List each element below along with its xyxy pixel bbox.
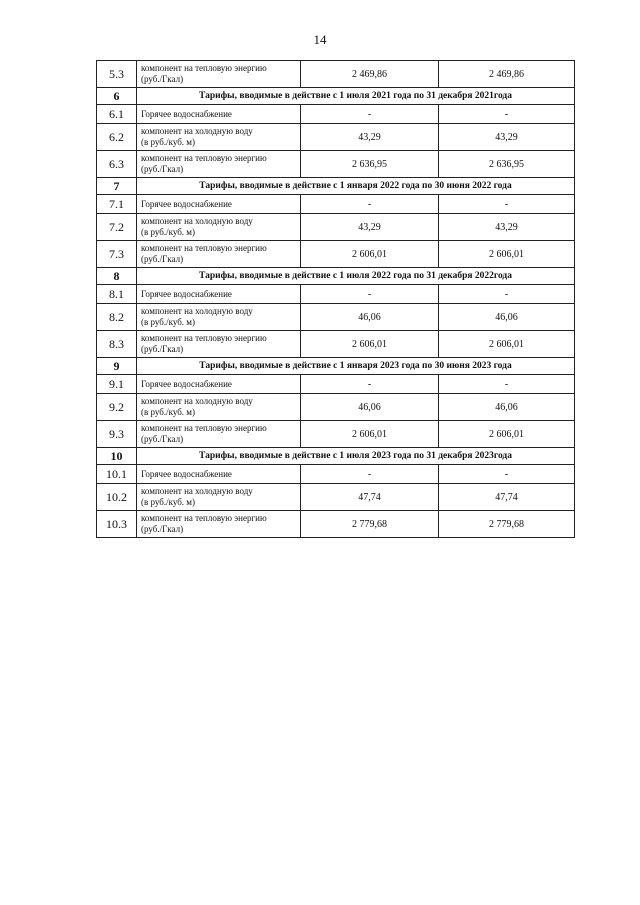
value-cell-1: 2 469,86 — [301, 61, 439, 88]
value-cell-1: - — [301, 195, 439, 214]
value-cell-2: - — [439, 105, 575, 124]
item-name-line: компонент на тепловую энергию — [141, 63, 267, 73]
item-name-line: (руб./Гкал) — [141, 344, 184, 354]
item-name — [137, 394, 301, 421]
table-row — [97, 484, 575, 511]
value-cell-2: 2 606,01 — [439, 241, 575, 268]
table-row — [97, 105, 575, 124]
section-number: 6 — [97, 88, 137, 105]
table-row — [97, 241, 575, 268]
item-name-line: (руб./Гкал) — [141, 164, 184, 174]
section-heading: Тарифы, вводимые в действие с 1 июля 2021 года по 31 декабря 2021года — [137, 88, 575, 105]
row-number: 10.2 — [97, 484, 137, 511]
row-number: 7.3 — [97, 241, 137, 268]
item-name-line: (руб./Гкал) — [141, 524, 184, 534]
value-cell-2: 43,29 — [439, 124, 575, 151]
item-name-line: компонент на холодную воду — [141, 486, 253, 496]
item-name-line: компонент на холодную воду — [141, 216, 253, 226]
row-number: 10.3 — [97, 511, 137, 538]
item-name — [137, 124, 301, 151]
item-name-line: (в руб./куб. м) — [141, 317, 195, 327]
value-cell-2: - — [439, 465, 575, 484]
item-name-line: компонент на тепловую энергию — [141, 333, 267, 343]
item-name-line: компонент на тепловую энергию — [141, 243, 267, 253]
item-name — [137, 195, 301, 214]
item-name-line: Горячее водоснабжение — [141, 378, 232, 389]
row-number: 5.3 — [97, 61, 137, 88]
value-cell-1: 2 606,01 — [301, 331, 439, 358]
item-name-line: (руб./Гкал) — [141, 254, 184, 264]
value-cell-2: 2 606,01 — [439, 331, 575, 358]
row-number: 9.2 — [97, 394, 137, 421]
item-name — [137, 375, 301, 394]
value-cell-2: 2 779,68 — [439, 511, 575, 538]
item-name-line: (в руб./куб. м) — [141, 227, 195, 237]
value-cell-1: - — [301, 285, 439, 304]
item-name-line: Горячее водоснабжение — [141, 198, 232, 209]
item-name-line: Горячее водоснабжение — [141, 468, 232, 479]
value-cell-2: 2 636,95 — [439, 151, 575, 178]
item-name — [137, 61, 301, 88]
value-cell-2: 46,06 — [439, 394, 575, 421]
item-name — [137, 511, 301, 538]
item-name — [137, 484, 301, 511]
value-cell-1: 43,29 — [301, 214, 439, 241]
value-cell-1: 43,29 — [301, 124, 439, 151]
item-name-line: (в руб./куб. м) — [141, 407, 195, 417]
value-cell-1: 47,74 — [301, 484, 439, 511]
section-number: 10 — [97, 448, 137, 465]
section-row — [97, 448, 575, 465]
table-row — [97, 511, 575, 538]
table-row — [97, 61, 575, 88]
table-row — [97, 331, 575, 358]
item-name-line: (в руб./куб. м) — [141, 497, 195, 507]
row-number: 8.2 — [97, 304, 137, 331]
section-row — [97, 268, 575, 285]
value-cell-2: - — [439, 375, 575, 394]
row-number: 9.1 — [97, 375, 137, 394]
section-row — [97, 178, 575, 195]
tariff-table — [96, 60, 575, 538]
table-row — [97, 285, 575, 304]
value-cell-2: 2 606,01 — [439, 421, 575, 448]
table-row — [97, 421, 575, 448]
row-number: 7.2 — [97, 214, 137, 241]
section-row — [97, 88, 575, 105]
value-cell-2: - — [439, 195, 575, 214]
value-cell-2: 46,06 — [439, 304, 575, 331]
item-name — [137, 331, 301, 358]
item-name-line: компонент на тепловую энергию — [141, 153, 267, 163]
item-name-line: компонент на холодную воду — [141, 396, 253, 406]
item-name — [137, 465, 301, 484]
item-name — [137, 151, 301, 178]
value-cell-2: 2 469,86 — [439, 61, 575, 88]
value-cell-1: 2 779,68 — [301, 511, 439, 538]
value-cell-2: 43,29 — [439, 214, 575, 241]
table-row — [97, 304, 575, 331]
row-number: 7.1 — [97, 195, 137, 214]
item-name-line: Горячее водоснабжение — [141, 108, 232, 119]
item-name-line: компонент на тепловую энергию — [141, 513, 267, 523]
value-cell-1: 2 606,01 — [301, 241, 439, 268]
tariff-table-body — [97, 61, 575, 538]
row-number: 10.1 — [97, 465, 137, 484]
value-cell-1: 2 606,01 — [301, 421, 439, 448]
item-name-line: (руб./Гкал) — [141, 74, 184, 84]
section-heading: Тарифы, вводимые в действие с 1 января 2023 года по 30 июня 2023 года — [137, 358, 575, 375]
item-name-line: Горячее водоснабжение — [141, 288, 232, 299]
item-name-line: компонент на тепловую энергию — [141, 423, 267, 433]
section-heading: Тарифы, вводимые в действие с 1 июля 2022 года по 31 декабря 2022года — [137, 268, 575, 285]
section-heading: Тарифы, вводимые в действие с 1 июля 2023 года по 31 декабря 2023года — [137, 448, 575, 465]
item-name — [137, 421, 301, 448]
table-row — [97, 151, 575, 178]
item-name — [137, 304, 301, 331]
item-name — [137, 105, 301, 124]
value-cell-1: - — [301, 465, 439, 484]
row-number: 6.2 — [97, 124, 137, 151]
value-cell-2: 47,74 — [439, 484, 575, 511]
row-number: 9.3 — [97, 421, 137, 448]
table-row — [97, 124, 575, 151]
item-name-line: (в руб./куб. м) — [141, 137, 195, 147]
value-cell-1: - — [301, 375, 439, 394]
table-row — [97, 394, 575, 421]
value-cell-2: - — [439, 285, 575, 304]
item-name — [137, 285, 301, 304]
row-number: 6.3 — [97, 151, 137, 178]
page-number: 14 — [313, 32, 327, 47]
item-name — [137, 241, 301, 268]
table-row — [97, 465, 575, 484]
section-row — [97, 358, 575, 375]
item-name-line: компонент на холодную воду — [141, 126, 253, 136]
section-number: 7 — [97, 178, 137, 195]
row-number: 8.3 — [97, 331, 137, 358]
section-heading: Тарифы, вводимые в действие с 1 января 2022 года по 30 июня 2022 года — [137, 178, 575, 195]
row-number: 6.1 — [97, 105, 137, 124]
table-row — [97, 214, 575, 241]
table-row — [97, 375, 575, 394]
row-number: 8.1 — [97, 285, 137, 304]
item-name-line: компонент на холодную воду — [141, 306, 253, 316]
table-row — [97, 195, 575, 214]
value-cell-1: - — [301, 105, 439, 124]
section-number: 9 — [97, 358, 137, 375]
item-name-line: (руб./Гкал) — [141, 434, 184, 444]
item-name — [137, 214, 301, 241]
value-cell-1: 46,06 — [301, 304, 439, 331]
value-cell-1: 2 636,95 — [301, 151, 439, 178]
value-cell-1: 46,06 — [301, 394, 439, 421]
section-number: 8 — [97, 268, 137, 285]
